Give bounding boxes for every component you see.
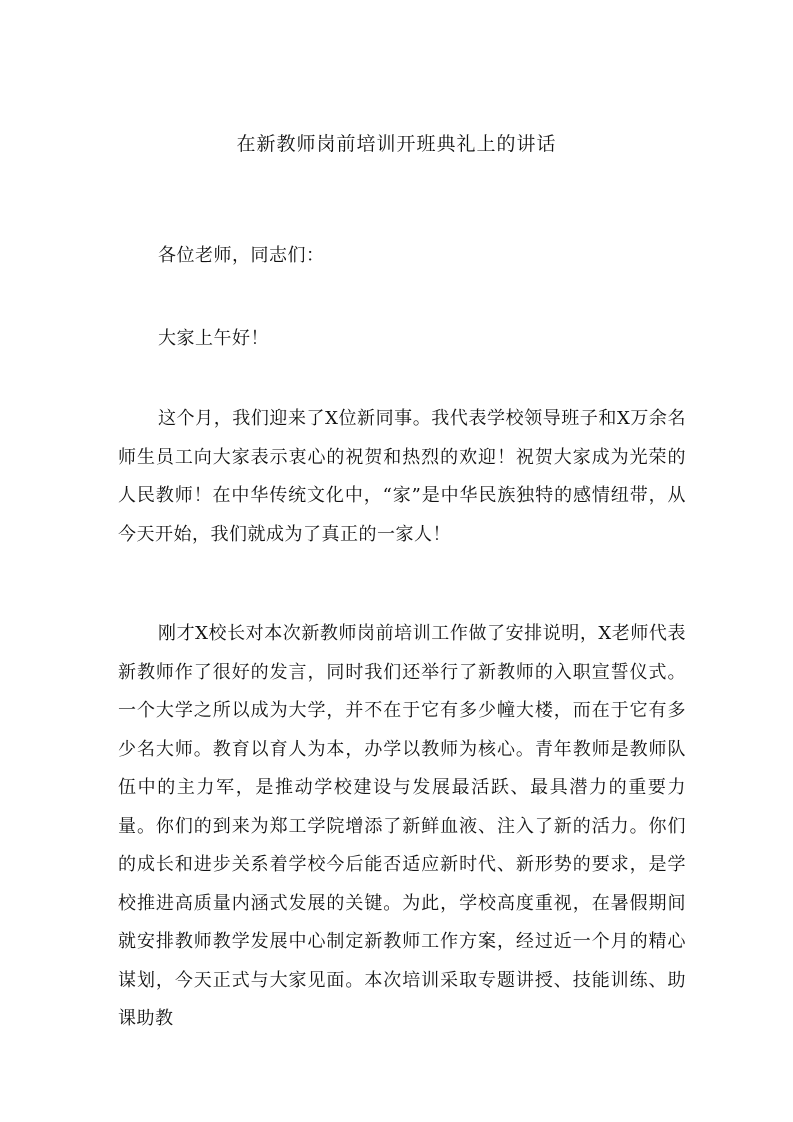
body-paragraph: 刚才X校长对本次新教师岗前培训工作做了安排说明，X老师代表新教师作了很好的发言，同时我们还举行了新教师的入职宣誓仪式。一个大学之所以成为大学，并不在于它有多少幢大楼，而在于它有多少名大师。教育以育人为本，办学以教师为核心。青年教师是教师队伍中的主力军，是推动学校建设与发展最活跃、最具潜力的重要力量。你们的到来为郑工学院增添了新鲜血液、注入了新的活力。你们的成长和进步关系着学校今后能否适应新时代、新形势的要求，是学校推进高质量内涵式发展的关键。为此，学校高度重视，在暑假期间就安排教师教学发展中心制定新教师工作方案，经过近一个月的精心谋划，今天正式与大家见面。本次培训采取专题讲授、技能训练、助课助教 <box>118 623 686 1029</box>
document-title: 在新教师岗前培训开班典礼上的讲话 <box>236 133 557 155</box>
body-paragraph: 这个月，我们迎来了X位新同事。我代表学校领导班子和X万余名师生员工向大家表示衷心的祝贺和热烈的欢迎！祝贺大家成为光荣的人民教师！在中华传统文化中，“家”是中华民族独特的感情纽带，从今天开始，我们就成为了真正的一家人！ <box>118 408 686 545</box>
salutation: 各位老师，同志们： <box>158 245 325 266</box>
greeting-line: 大家上午好！ <box>158 328 269 349</box>
